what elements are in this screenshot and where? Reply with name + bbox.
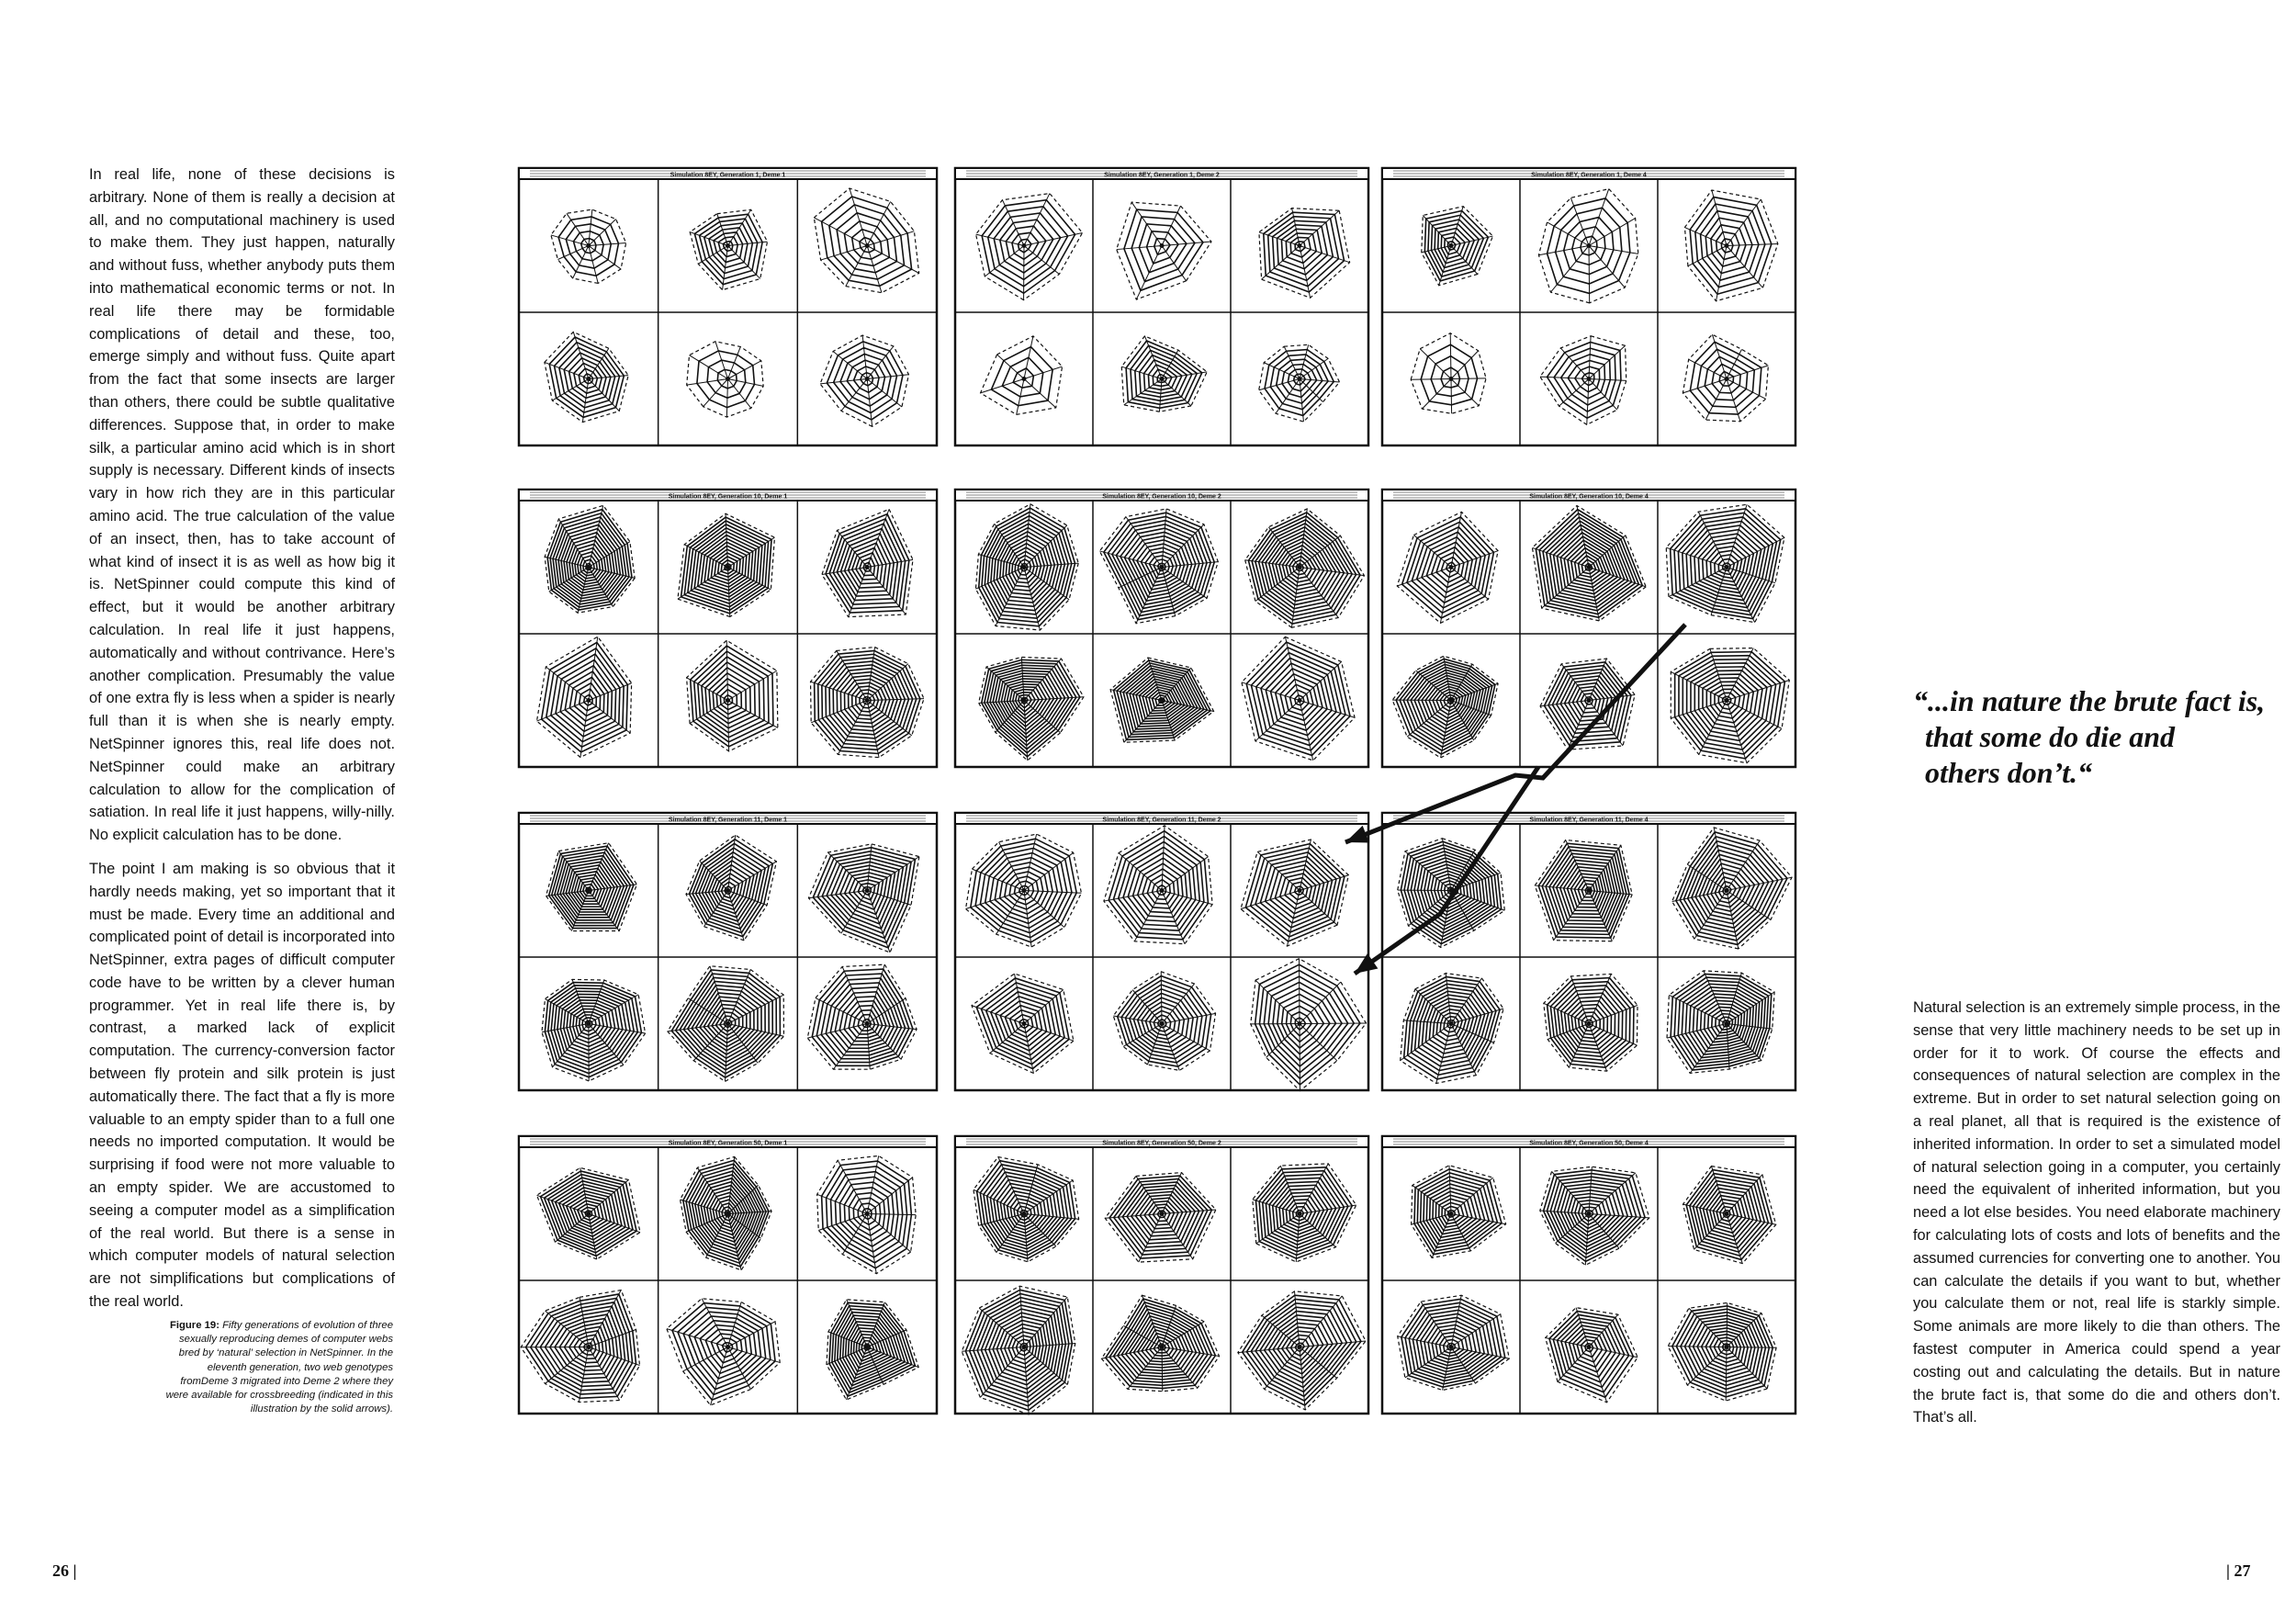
web-hub (1022, 1212, 1027, 1216)
pull-quote-line: that some do die and (1925, 720, 2176, 753)
web-hub (865, 1345, 870, 1349)
web-hub (1298, 1021, 1302, 1026)
window-title: Simulation 8EY, Generation 10, Deme 1 (668, 493, 788, 501)
web-hub (1725, 1021, 1729, 1026)
web-hub (1449, 698, 1454, 703)
web-hub (1587, 1212, 1592, 1216)
web-hub (586, 1345, 591, 1349)
web-hub (1725, 565, 1729, 569)
web-hub (726, 565, 730, 569)
web-hub (726, 1212, 730, 1216)
web-hub (1022, 1345, 1027, 1349)
web-hub (1160, 243, 1165, 248)
window-title: Simulation 8EY, Generation 1, Deme 2 (1104, 172, 1220, 179)
web-hub (865, 698, 870, 703)
web-hub (1725, 377, 1729, 381)
window-title: Simulation 8EY, Generation 11, Deme 1 (668, 817, 788, 824)
window-title: Simulation 8EY, Generation 11, Deme 2 (1102, 817, 1221, 824)
pull-quote-line: “...in nature the brute fact is, (1913, 684, 2266, 717)
web-hub (726, 888, 730, 893)
web-hub (865, 1021, 870, 1026)
window-title: Simulation 8EY, Generation 1, Deme 1 (670, 172, 786, 179)
figure-caption-text: Fifty generations of evolution of three sexually reproducing demes of computer webs bred by ‘natural’ selection in NetSpinner. In the eleventh generation, two web genotypes fromDeme 3 migrated into Deme 2 where they were available for crossbreeding (indicated in this illustration by the solid arrows). (165, 1320, 393, 1415)
web-hub (586, 888, 591, 893)
web-hub (1587, 377, 1592, 381)
web-hub (1160, 565, 1165, 569)
figure-caption (163, 1319, 393, 1416)
web-hub (1160, 888, 1165, 893)
web-hub (586, 565, 591, 569)
web-hub (1587, 888, 1592, 893)
web-hub (1022, 888, 1027, 893)
window-title: Simulation 8EY, Generation 50, Deme 4 (1529, 1140, 1649, 1147)
web-hub (1449, 565, 1454, 569)
web-hub (1160, 377, 1165, 381)
web-hub (726, 1345, 730, 1349)
body-paragraph: In real life, none of these decisions is arbitrary. None of them is really a decision at all, and no computational machinery is used to make them. They just happen, naturally and without fuss, whether anybody puts them into mathematical economic terms or not. In real life there may be formidable complications of detail and these, too, emerge simply and without fuss. Quite apart from the fact that some insects are larger than others, there could be subtle qualitative differences. Suppose that, in order to make silk, a particular amino acid which is in short supply is necessary. Different kinds of insects vary in how rich they are in this particular amino acid. The true calculation of the value of an insect, then, has to take account of what kind of insect it is as well as how big it is. NetSpinner could compute this kind of effect, but it would be another arbitrary calculation. In real life it just happens, automatically and without contrivance. Here’s another complication. Presumably the value of one extra fly is less when a spider is nearly full than it is when she is nearly empty. NetSpinner ignores this, real life does not. NetSpinner could make an arbitrary calculation to allow for the complication of satiation. In real life it just happens, willy-nilly. No explicit calculation has to be done. (89, 166, 395, 844)
web-hub (865, 565, 870, 569)
window-title: Simulation 8EY, Generation 10, Deme 2 (1102, 493, 1221, 501)
web-hub (1022, 565, 1027, 569)
pull-quote (1913, 683, 2280, 791)
web-hub (865, 377, 870, 381)
web-hub (586, 1021, 591, 1026)
web-hub (1587, 1021, 1592, 1026)
web-hub (1298, 1345, 1302, 1349)
web-hub (1160, 1212, 1165, 1216)
web-hub (726, 698, 730, 703)
web-hub (586, 377, 591, 381)
web-hub (1725, 698, 1729, 703)
web-hub (1449, 377, 1454, 381)
web-hub (1725, 1212, 1729, 1216)
web-hub (1298, 698, 1302, 703)
web-hub (1587, 1345, 1592, 1349)
spider-web-evolution-figure (514, 161, 1800, 1456)
window-title: Simulation 8EY, Generation 50, Deme 2 (1102, 1140, 1221, 1147)
web-hub (1587, 698, 1592, 703)
pull-quote-line: others don’t.“ (1925, 756, 2092, 789)
page-number-left: 26 | (52, 1561, 77, 1580)
simulation-window (519, 813, 937, 1090)
web-hub (1298, 1212, 1302, 1216)
web-hub (726, 1021, 730, 1026)
window-title: Simulation 8EY, Generation 50, Deme 1 (668, 1140, 788, 1147)
web-hub (865, 243, 870, 248)
web-hub (1449, 243, 1454, 248)
web-hub (1022, 377, 1027, 381)
window-title: Simulation 8EY, Generation 1, Deme 4 (1531, 172, 1647, 179)
web-hub (1725, 1345, 1729, 1349)
web-hub (1022, 1021, 1027, 1026)
web-hub (726, 377, 730, 381)
right-text-column (1913, 997, 2280, 1440)
web-hub (1298, 888, 1302, 893)
left-text-column (89, 163, 395, 1324)
body-paragraph: The point I am making is so obvious that it hardly needs making, yet so important that it must be made. Every time an additional and complicated point of detail is incorporated into NetSpinner, extra pages of difficult computer code have to be written by a clever human programmer. Yet in real life there is, by contrast, a marked lack of explicit computation. The currency-conversion factor between fly protein and silk protein is just automatically there. The fact that a fly is more valuable to an empty spider than to a full one needs no imported computation. It would be surprising if food were not more valuable to an empty spider. We are accustomed to seeing a computer model as a simplification of the real world. But there is a sense in which computer models of natural selection are not simplifications but complications of the real world. (89, 860, 395, 1311)
web-hub (1022, 698, 1027, 703)
web-hub (1725, 888, 1729, 893)
figure-label: Figure 19: (169, 1320, 219, 1331)
web-hub (1587, 243, 1592, 248)
body-paragraph: Natural selection is an extremely simple process, in the sense that very little machinery needs to be set up in order for it to work. Of course the effects and consequences of natural selection are complex in the extreme. But in order to set natural selection going on a real planet, all that is required is the existence of inherited information. In order to set a simulated model of natural selection going in a computer, you certainly need the equivalent of inherited information, but you need a lot else besides. You need elaborate machinery for calculating lots of costs and lots of benefits and the assumed currencies for converting one to another. You can calculate the details if you want to but, whether you calculate them or not, real life is starkly simple. Some animals are more likely to die than others. The fastest computer in America could spend a year costing out and calculating the details. But in nature the brute fact is, that some do die and others don’t. That’s all. (1913, 999, 2280, 1426)
web-hub (726, 243, 730, 248)
web-hub (586, 698, 591, 703)
web-hub (865, 888, 870, 893)
web-hub (1160, 698, 1165, 703)
web-hub (1298, 565, 1302, 569)
web-hub (1160, 1345, 1165, 1349)
web-hub (1449, 1212, 1454, 1216)
web-hub (1725, 243, 1729, 248)
window-title: Simulation 8EY, Generation 11, Deme 4 (1529, 817, 1649, 824)
web-hub (1449, 1345, 1454, 1349)
web-hub (1160, 1021, 1165, 1026)
web-hub (865, 1212, 870, 1216)
web-hub (1022, 243, 1027, 248)
page-number-right: | 27 (2226, 1561, 2251, 1580)
web-hub (586, 243, 591, 248)
web-hub (1449, 1021, 1454, 1026)
web-hub (1587, 565, 1592, 569)
web-hub (1298, 377, 1302, 381)
window-title: Simulation 8EY, Generation 10, Deme 4 (1529, 493, 1649, 501)
web-hub (586, 1212, 591, 1216)
web-hub (1298, 243, 1302, 248)
